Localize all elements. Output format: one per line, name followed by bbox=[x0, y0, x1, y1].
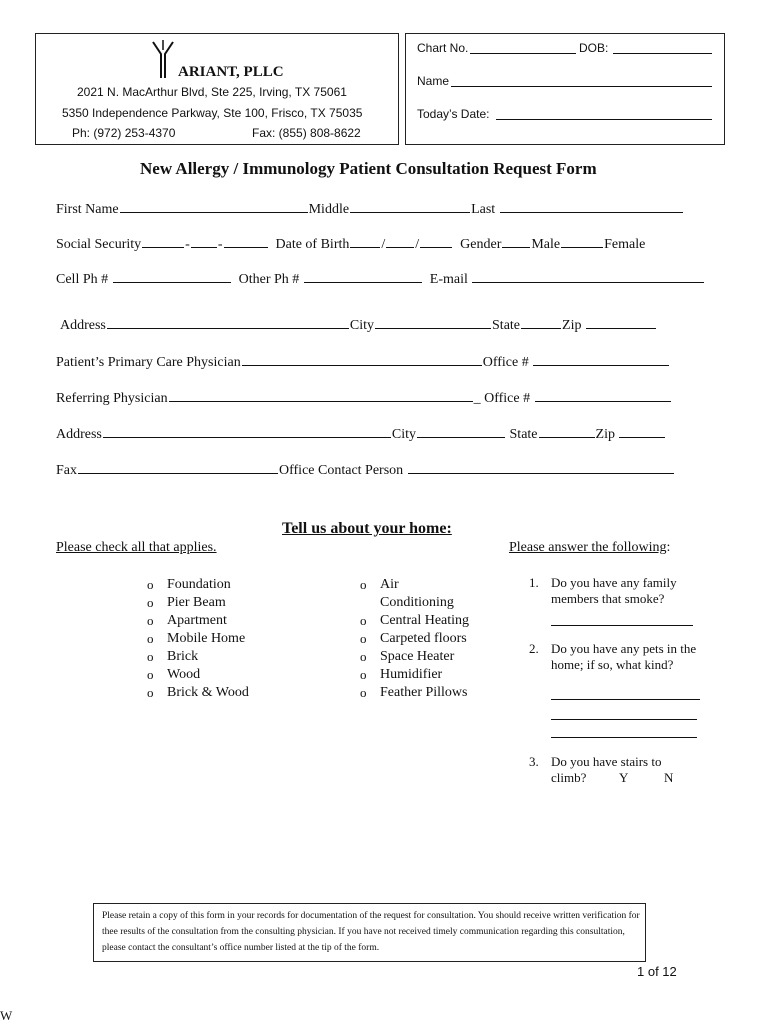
referring-city-label: City bbox=[391, 427, 417, 442]
stairs-yes-option[interactable]: Y bbox=[619, 770, 629, 785]
ssn-field-2[interactable] bbox=[191, 234, 217, 248]
chart-dob-field[interactable] bbox=[613, 53, 712, 54]
referring-zip-label: Zip bbox=[595, 427, 615, 442]
stairs-no-option[interactable]: N bbox=[664, 770, 674, 785]
checkbox-icon[interactable]: o bbox=[360, 577, 367, 592]
option-brick-wood: Brick & Wood bbox=[167, 685, 249, 700]
question-number: 1. bbox=[529, 575, 539, 590]
question-number: 2. bbox=[529, 641, 539, 656]
pcp-label: Patient’s Primary Care Physician bbox=[56, 355, 241, 370]
female-label: Female bbox=[604, 237, 646, 252]
option-humidifier: Humidifier bbox=[380, 667, 443, 682]
fax-field[interactable] bbox=[78, 460, 278, 474]
checkbox-icon[interactable]: o bbox=[360, 649, 367, 664]
pcp-field[interactable] bbox=[242, 352, 482, 366]
checkbox-icon[interactable]: o bbox=[147, 685, 154, 700]
retention-notice: Please retain a copy of this form in your records for documentation of the request for consultation. You should receive written verification for thee results of the consultation from the consulting physician. If you have not received timely communication regarding this consultation, please contact the consultant’s office number listed at the tip of the form. bbox=[102, 911, 640, 953]
list-item[interactable] bbox=[360, 630, 469, 648]
form-title: New Allergy / Immunology Patient Consultation Request Form bbox=[140, 159, 597, 178]
checkbox-icon[interactable]: o bbox=[147, 631, 154, 646]
list-item[interactable] bbox=[147, 612, 249, 630]
checkbox-icon[interactable]: o bbox=[360, 685, 367, 700]
option-mobile-home: Mobile Home bbox=[167, 631, 246, 646]
dob-year-field[interactable] bbox=[420, 234, 452, 248]
pcp-office-field[interactable] bbox=[533, 352, 669, 366]
checkbox-icon[interactable]: o bbox=[147, 649, 154, 664]
pets-answer-field-2[interactable] bbox=[551, 719, 697, 720]
pets-answer-field-1[interactable] bbox=[551, 699, 700, 700]
option-feather-pillows: Feather Pillows bbox=[380, 685, 468, 700]
cell-phone-field[interactable] bbox=[113, 269, 231, 283]
middle-name-label: Middle bbox=[308, 202, 350, 217]
email-field[interactable] bbox=[472, 269, 704, 283]
smoke-answer-field[interactable] bbox=[551, 625, 693, 626]
address-field[interactable] bbox=[107, 315, 349, 329]
option-pier-beam: Pier Beam bbox=[167, 595, 226, 610]
chart-no-label: Chart No. bbox=[417, 41, 469, 55]
chart-name-label: Name bbox=[417, 74, 450, 88]
referring-office-label: _ Office # bbox=[473, 391, 531, 406]
checkbox-icon[interactable]: o bbox=[147, 667, 154, 682]
option-apartment: Apartment bbox=[167, 613, 227, 628]
ssn-label: Social Security bbox=[56, 237, 142, 252]
referring-city-field[interactable] bbox=[417, 424, 505, 438]
option-central-heating: Central Heating bbox=[380, 613, 470, 628]
city-field[interactable] bbox=[375, 315, 491, 329]
dob-day-field[interactable] bbox=[386, 234, 414, 248]
contact-row bbox=[56, 269, 705, 288]
other-phone-field[interactable] bbox=[304, 269, 422, 283]
first-name-label: First Name bbox=[56, 202, 119, 217]
option-brick: Brick bbox=[167, 649, 199, 664]
list-item[interactable] bbox=[147, 648, 249, 666]
corner-mark: W bbox=[0, 1008, 13, 1023]
chart-dob-label: DOB: bbox=[579, 41, 609, 55]
referring-state-label: State bbox=[509, 427, 538, 442]
checkbox-icon[interactable]: o bbox=[360, 613, 367, 628]
checkbox-icon[interactable]: o bbox=[147, 577, 154, 592]
question-text: Do you have any family members that smoke? bbox=[551, 575, 677, 606]
office-contact-field[interactable] bbox=[408, 460, 674, 474]
referring-state-field[interactable] bbox=[539, 424, 595, 438]
list-item[interactable] bbox=[147, 666, 249, 684]
question-smoke bbox=[529, 575, 729, 615]
list-item[interactable] bbox=[360, 648, 469, 666]
male-label: Male bbox=[531, 237, 561, 252]
clinic-phone: Ph: (972) 253-4370 bbox=[72, 126, 176, 140]
question-stairs bbox=[529, 754, 729, 790]
clinic-fax: Fax: (855) 808-8622 bbox=[252, 126, 361, 140]
last-name-field[interactable] bbox=[500, 199, 683, 213]
list-item[interactable] bbox=[147, 630, 249, 648]
ssn-field-3[interactable] bbox=[224, 234, 268, 248]
other-phone-label: Other Ph # bbox=[238, 272, 300, 287]
state-field[interactable] bbox=[521, 315, 561, 329]
pets-answer-field-3[interactable] bbox=[551, 737, 697, 738]
gender-male-field[interactable] bbox=[502, 234, 530, 248]
dob-month-field[interactable] bbox=[350, 234, 380, 248]
state-label: State bbox=[492, 318, 521, 333]
list-item[interactable] bbox=[360, 612, 469, 630]
office-contact-label: Office Contact Person bbox=[279, 463, 404, 478]
gender-female-field[interactable] bbox=[561, 234, 603, 248]
referring-physician-label: Referring Physician bbox=[56, 391, 168, 406]
home-systems-list bbox=[360, 576, 469, 702]
todays-date-field[interactable] bbox=[496, 119, 712, 120]
list-item[interactable] bbox=[360, 576, 469, 612]
last-name-label: Last bbox=[471, 202, 496, 217]
list-item[interactable] bbox=[147, 684, 249, 702]
option-wood: Wood bbox=[167, 667, 201, 682]
clinic-logo-icon bbox=[150, 40, 176, 80]
checkbox-icon[interactable]: o bbox=[360, 667, 367, 682]
zip-label: Zip bbox=[562, 318, 582, 333]
referring-address-label: Address bbox=[56, 427, 102, 442]
name-row bbox=[56, 199, 684, 218]
referring-row bbox=[56, 388, 672, 407]
answer-following-text: Please answer the following bbox=[509, 540, 667, 555]
gender-label: Gender bbox=[460, 237, 502, 252]
address-label: Address bbox=[60, 318, 106, 333]
option-air-line2: Conditioning bbox=[380, 595, 454, 610]
clinic-address-frisco: 5350 Independence Parkway, Ste 100, Frisco, TX 75035 bbox=[62, 106, 363, 120]
chart-name-field[interactable] bbox=[451, 86, 712, 87]
checkbox-icon[interactable]: o bbox=[360, 631, 367, 646]
referring-office-field[interactable] bbox=[535, 388, 671, 402]
clinic-address-irving: 2021 N. MacArthur Blvd, Ste 225, Irving, TX 75061 bbox=[77, 85, 347, 99]
referring-zip-field[interactable] bbox=[619, 424, 665, 438]
option-carpeted-floors: Carpeted floors bbox=[380, 631, 467, 646]
home-features-list bbox=[147, 576, 249, 702]
ssn-field-1[interactable] bbox=[142, 234, 184, 248]
home-heading: Tell us about your home: bbox=[282, 520, 452, 537]
email-label: E-mail bbox=[429, 272, 468, 287]
question-number: 3. bbox=[529, 754, 539, 769]
check-all-label: Please check all that applies. bbox=[56, 540, 217, 555]
referring-address-field[interactable] bbox=[103, 424, 391, 438]
middle-name-field[interactable] bbox=[350, 199, 470, 213]
option-air-line1: Air bbox=[380, 577, 399, 592]
zip-field[interactable] bbox=[586, 315, 656, 329]
question-text: Do you have stairs to climb? bbox=[551, 754, 662, 785]
todays-date-label: Today’s Date: bbox=[417, 107, 490, 121]
referring-address-row bbox=[56, 424, 666, 443]
clinic-name: ARIANT, PLLC bbox=[178, 64, 284, 80]
city-label: City bbox=[349, 318, 375, 333]
pcp-office-label: Office # bbox=[482, 355, 529, 370]
list-item[interactable] bbox=[360, 666, 469, 684]
list-item[interactable] bbox=[147, 594, 249, 612]
checkbox-icon[interactable]: o bbox=[147, 595, 154, 610]
chart-no-field[interactable] bbox=[470, 53, 576, 54]
option-air-conditioning bbox=[380, 576, 454, 612]
answer-following-label bbox=[509, 540, 670, 556]
first-name-field[interactable] bbox=[120, 199, 308, 213]
fax-label: Fax bbox=[56, 463, 77, 478]
question-text: Do you have any pets in the home; if so, what kind? bbox=[551, 641, 697, 672]
pcp-row bbox=[56, 352, 670, 371]
option-foundation: Foundation bbox=[167, 577, 231, 592]
list-item[interactable] bbox=[360, 684, 469, 702]
referring-physician-field[interactable] bbox=[169, 388, 473, 402]
cell-phone-label: Cell Ph # bbox=[56, 272, 109, 287]
address-row bbox=[60, 315, 657, 334]
dob-label: Date of Birth bbox=[275, 237, 350, 252]
list-item[interactable] bbox=[147, 576, 249, 594]
page-number: 1 of 12 bbox=[637, 964, 677, 979]
question-pets bbox=[529, 641, 729, 697]
option-space-heater: Space Heater bbox=[380, 649, 455, 664]
checkbox-icon[interactable]: o bbox=[147, 613, 154, 628]
answer-following-colon: : bbox=[666, 540, 671, 555]
fax-row bbox=[56, 460, 675, 479]
identity-row: Social Security - - Date of Birth / / Gender Male Female bbox=[56, 234, 645, 253]
